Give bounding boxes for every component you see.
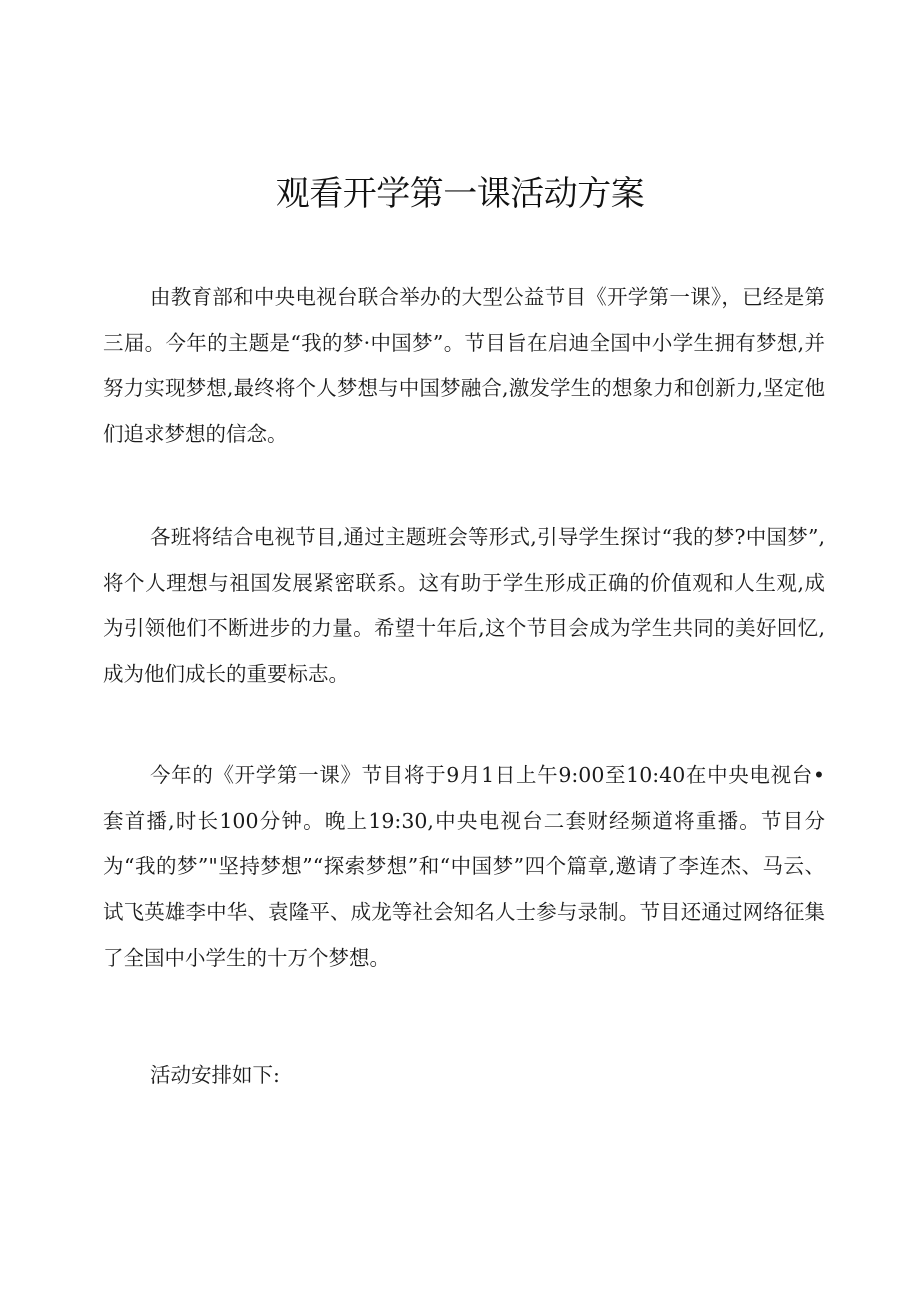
paragraph-intro: 由教育部和中央电视台联合举办的大型公益节目《开学第一课》，已经是第三届。今年的主题是“我的梦·中国梦”。节目旨在启迪全国中小学生拥有梦想,并努力实现梦想,最终将个人梦想与中国梦融合,激发学生的想象力和创新力,坚定他们追求梦想的信念。 <box>103 285 825 447</box>
paragraph-broadcast-info: 今年的《开学第一课》节目将于9月1日上午9:00至10:40在中央电视台•套首播,时长100分钟。晚上19:30,中央电视台二套财经频道将重播。节目分为“我的梦”"坚持梦想”“探索梦想”和“中国梦”四个篇章,邀请了李连杰、马云、试飞英雄李中华、袁隆平、成龙等社会知名人士参与录制。节目还通过网络征集了全国中小学生的十万个梦想。 <box>103 763 825 970</box>
document-title: 观看开学第一课活动方案 <box>275 174 645 214</box>
paragraph-arrangement: 活动安排如下: <box>150 1063 280 1087</box>
paragraph-class-activity: 各班将结合电视节目,通过主题班会等形式,引导学生探讨“我的梦?中国梦”,将个人理想与祖国发展紧密联系。这有助于学生形成正确的价值观和人生观,成为引领他们不断进步的力量。希望十年后,这个节目会成为学生共同的美好回忆,成为他们成长的重要标志。 <box>103 525 825 687</box>
